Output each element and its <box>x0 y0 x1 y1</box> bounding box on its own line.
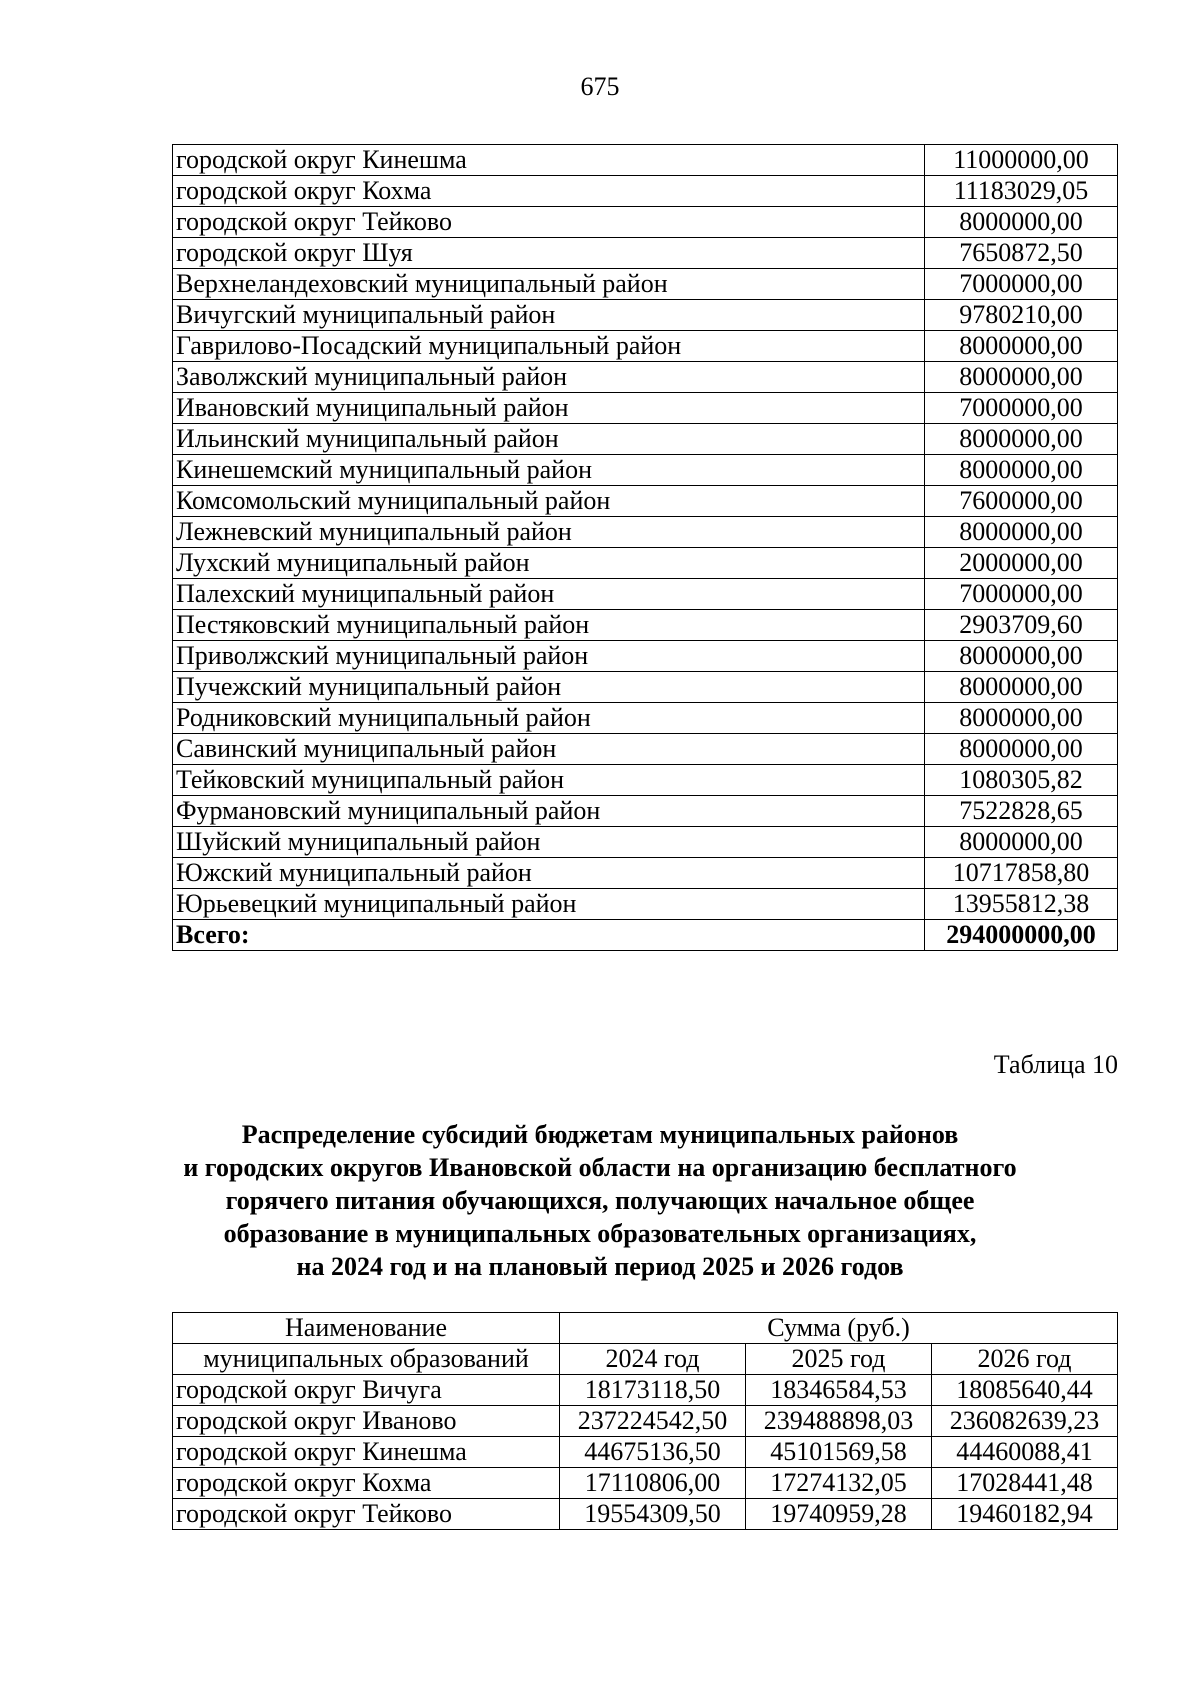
municipality-name: Палехский муниципальный район <box>173 579 925 610</box>
table-hot-meals-subsidies <box>172 1312 1118 1530</box>
table-row <box>173 889 1118 920</box>
municipality-name: Пучежский муниципальный район <box>173 672 925 703</box>
amount: 44460088,41 <box>932 1437 1118 1468</box>
amount: 7600000,00 <box>925 486 1118 517</box>
table-row <box>173 1499 1118 1530</box>
municipality-name: Тейковский муниципальный район <box>173 765 925 796</box>
amount: 17274132,05 <box>746 1468 932 1499</box>
municipality-name: Савинский муниципальный район <box>173 734 925 765</box>
municipality-name: Шуйский муниципальный район <box>173 827 925 858</box>
table-row <box>173 672 1118 703</box>
amount: 13955812,38 <box>925 889 1118 920</box>
amount: 236082639,23 <box>932 1406 1118 1437</box>
amount: 7000000,00 <box>925 269 1118 300</box>
header-year-2025: 2025 год <box>746 1344 932 1375</box>
municipality-name: Ивановский муниципальный район <box>173 393 925 424</box>
amount: 8000000,00 <box>925 455 1118 486</box>
municipality-name: Комсомольский муниципальный район <box>173 486 925 517</box>
amount: 7650872,50 <box>925 238 1118 269</box>
table-row <box>173 238 1118 269</box>
amount: 17110806,00 <box>560 1468 746 1499</box>
table-row <box>173 145 1118 176</box>
header-sum: Сумма (руб.) <box>560 1313 1118 1344</box>
municipality-name: городской округ Иваново <box>173 1406 560 1437</box>
table-row <box>173 331 1118 362</box>
table-row <box>173 548 1118 579</box>
total-amount: 294000000,00 <box>925 920 1118 951</box>
title-line: на 2024 год и на плановый период 2025 и 2026 годов <box>296 1252 904 1281</box>
table-row <box>173 1406 1118 1437</box>
amount: 11000000,00 <box>925 145 1118 176</box>
amount: 8000000,00 <box>925 734 1118 765</box>
amount: 8000000,00 <box>925 207 1118 238</box>
municipality-name: Кинешемский муниципальный район <box>173 455 925 486</box>
table-row <box>173 300 1118 331</box>
municipality-name: Фурмановский муниципальный район <box>173 796 925 827</box>
municipality-name: городской округ Шуя <box>173 238 925 269</box>
table-row <box>173 796 1118 827</box>
amount: 8000000,00 <box>925 827 1118 858</box>
header-year-2024: 2024 год <box>560 1344 746 1375</box>
amount: 8000000,00 <box>925 424 1118 455</box>
municipality-name: Верхнеландеховский муниципальный район <box>173 269 925 300</box>
title-line: образование в муниципальных образовательных организациях, <box>223 1219 977 1248</box>
amount: 239488898,03 <box>746 1406 932 1437</box>
table-row <box>173 393 1118 424</box>
table-row <box>173 703 1118 734</box>
municipality-name: городской округ Кинешма <box>173 1437 560 1468</box>
amount: 19554309,50 <box>560 1499 746 1530</box>
municipality-name: Приволжский муниципальный район <box>173 641 925 672</box>
municipality-name: городской округ Тейково <box>173 1499 560 1530</box>
amount: 18085640,44 <box>932 1375 1118 1406</box>
amount: 8000000,00 <box>925 672 1118 703</box>
amount: 44675136,50 <box>560 1437 746 1468</box>
municipality-name: Южский муниципальный район <box>173 858 925 889</box>
municipality-name: городской округ Кохма <box>173 176 925 207</box>
table-row <box>173 765 1118 796</box>
municipality-name: городской округ Кинешма <box>173 145 925 176</box>
table-row <box>173 486 1118 517</box>
municipality-name: городской округ Тейково <box>173 207 925 238</box>
table-row <box>173 734 1118 765</box>
amount: 18173118,50 <box>560 1375 746 1406</box>
amount: 8000000,00 <box>925 517 1118 548</box>
amount: 11183029,05 <box>925 176 1118 207</box>
table-row <box>173 641 1118 672</box>
municipality-name: Юрьевецкий муниципальный район <box>173 889 925 920</box>
amount: 19460182,94 <box>932 1499 1118 1530</box>
municipality-name: Гаврилово-Посадский муниципальный район <box>173 331 925 362</box>
amount: 19740959,28 <box>746 1499 932 1530</box>
page-number: 675 <box>580 72 620 101</box>
table-row <box>173 269 1118 300</box>
amount: 8000000,00 <box>925 362 1118 393</box>
table-row <box>173 610 1118 641</box>
amount: 7000000,00 <box>925 393 1118 424</box>
header-name-line2: муниципальных образований <box>173 1344 560 1375</box>
municipality-name: Родниковский муниципальный район <box>173 703 925 734</box>
amount: 18346584,53 <box>746 1375 932 1406</box>
table-row <box>173 579 1118 610</box>
municipality-name: Пестяковский муниципальный район <box>173 610 925 641</box>
amount: 1080305,82 <box>925 765 1118 796</box>
table-title <box>100 1118 1100 1283</box>
amount: 45101569,58 <box>746 1437 932 1468</box>
table-row <box>173 424 1118 455</box>
table-subsidies-continued <box>172 144 1118 951</box>
amount: 9780210,00 <box>925 300 1118 331</box>
municipality-name: Вичугский муниципальный район <box>173 300 925 331</box>
amount: 8000000,00 <box>925 641 1118 672</box>
amount: 7522828,65 <box>925 796 1118 827</box>
amount: 2903709,60 <box>925 610 1118 641</box>
header-name-line1: Наименование <box>173 1313 560 1344</box>
table-row <box>173 176 1118 207</box>
amount: 8000000,00 <box>925 703 1118 734</box>
amount: 2000000,00 <box>925 548 1118 579</box>
amount: 8000000,00 <box>925 331 1118 362</box>
total-row <box>173 920 1118 951</box>
table-row <box>173 207 1118 238</box>
header-year-2026: 2026 год <box>932 1344 1118 1375</box>
table-row <box>173 1468 1118 1499</box>
total-label: Всего: <box>173 920 925 951</box>
municipality-name: Ильинский муниципальный район <box>173 424 925 455</box>
municipality-name: городской округ Вичуга <box>173 1375 560 1406</box>
amount: 7000000,00 <box>925 579 1118 610</box>
table-row <box>173 1375 1118 1406</box>
municipality-name: городской округ Кохма <box>173 1468 560 1499</box>
table-row <box>173 858 1118 889</box>
title-line: горячего питания обучающихся, получающих начальное общее <box>225 1186 975 1215</box>
municipality-name: Лухский муниципальный район <box>173 548 925 579</box>
title-line: Распределение субсидий бюджетам муниципальных районов <box>241 1120 959 1149</box>
table-row <box>173 1437 1118 1468</box>
table-row <box>173 455 1118 486</box>
table-row <box>173 827 1118 858</box>
table-row <box>173 362 1118 393</box>
table-row <box>173 517 1118 548</box>
municipality-name: Лежневский муниципальный район <box>173 517 925 548</box>
municipality-name: Заволжский муниципальный район <box>173 362 925 393</box>
amount: 10717858,80 <box>925 858 1118 889</box>
title-line: и городских округов Ивановской области на организацию бесплатного <box>183 1153 1017 1182</box>
amount: 17028441,48 <box>932 1468 1118 1499</box>
table-label: Таблица 10 <box>993 1050 1118 1079</box>
amount: 237224542,50 <box>560 1406 746 1437</box>
